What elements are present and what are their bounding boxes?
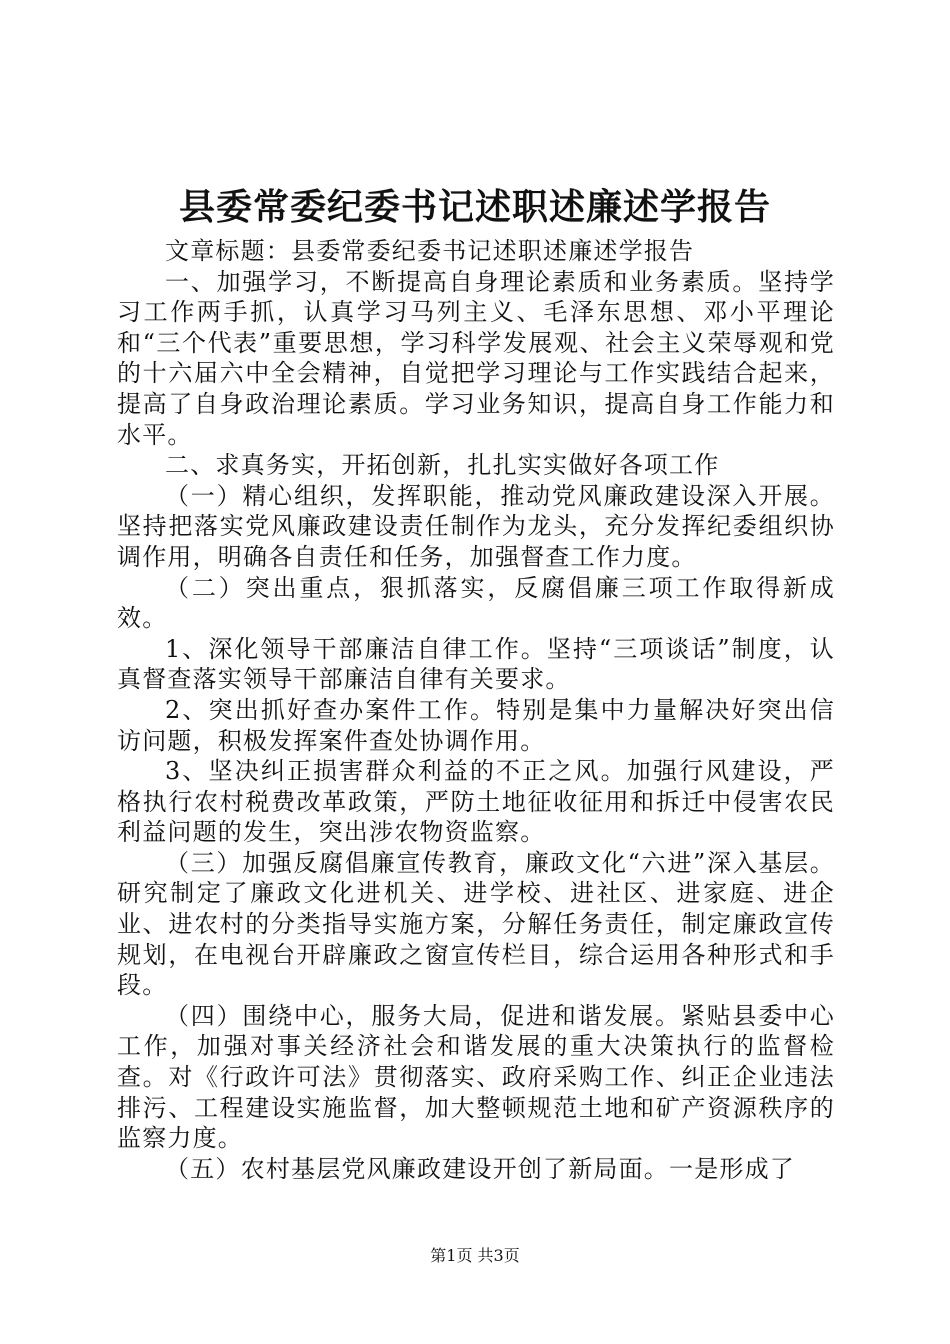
paragraph-section-1: 一、加强学习，不断提高自身理论素质和业务素质。坚持学习工作两手抓，认真学习马列主义、毛泽东思想、邓小平理论和“三个代表”重要思想，学习科学发展观、社会主义荣辱观和党的十六届六中全会精神，自觉把学习理论与工作实践结合起来，提高了自身政治理论素质。学习业务知识，提高自身工作能力和水平。 — [117, 267, 835, 449]
paragraph-item-5: （五）农村基层党风廉政建设开创了新局面。一是形成了 — [165, 1154, 795, 1183]
paragraph-subitem-1: 1、深化领导干部廉洁自律工作。坚持“三项谈话”制度，认真督查落实领导干部廉洁自律有关要求。 — [117, 634, 835, 694]
paragraph-item-4: （四）围绕中心，服务大局，促进和谐发展。紧贴县委中心工作，加强对事关经济社会和谐发展的重大决策执行的监督检查。对《行政许可法》贯彻落实、政府采购工作、纠正企业违法排污、工程建设实施监督，加大整顿规范土地和矿产资源秩序的监察力度。 — [117, 1001, 835, 1153]
paragraph-subitem-3: 3、坚决纠正损害群众利益的不正之风。加强行风建设，严格执行农村税费改革政策，严防土地征收征用和拆迁中侵害农民利益问题的发生，突出涉农物资监察。 — [117, 757, 835, 847]
document-body — [117, 236, 835, 1184]
paragraph-subitem-2: 2、突出抓好查办案件工作。特别是集中力量解决好突出信访问题，积极发挥案件查处协调作用。 — [117, 695, 835, 755]
paragraph-article-title: 文章标题：县委常委纪委书记述职述廉述学报告 — [165, 237, 695, 265]
paragraph-item-3: （三）加强反腐倡廉宣传教育，廉政文化“六进”深入基层。研究制定了廉政文化进机关、进学校、进社区、进家庭、进企业、进农村的分类指导实施方案，分解任务责任，制定廉政宣传规划，在电视台开辟廉政之窗宣传栏目，综合运用各种形式和手段。 — [117, 848, 835, 1000]
paragraph-item-1: （一）精心组织，发挥职能，推动党风廉政建设深入开展。坚持把落实党风廉政建设责任制作为龙头，充分发挥纪委组织协调作用，明确各自责任和任务，加强督查工作力度。 — [117, 481, 835, 571]
page-number-footer: 第1页 共3页 — [430, 1246, 520, 1265]
document-title: 县委常委纪委书记述职述廉述学报告 — [178, 186, 771, 228]
paragraph-item-2: （二）突出重点，狠抓落实，反腐倡廉三项工作取得新成效。 — [117, 573, 835, 633]
paragraph-section-2-heading: 二、求真务实，开拓创新，扎扎实实做好各项工作 — [165, 451, 720, 480]
